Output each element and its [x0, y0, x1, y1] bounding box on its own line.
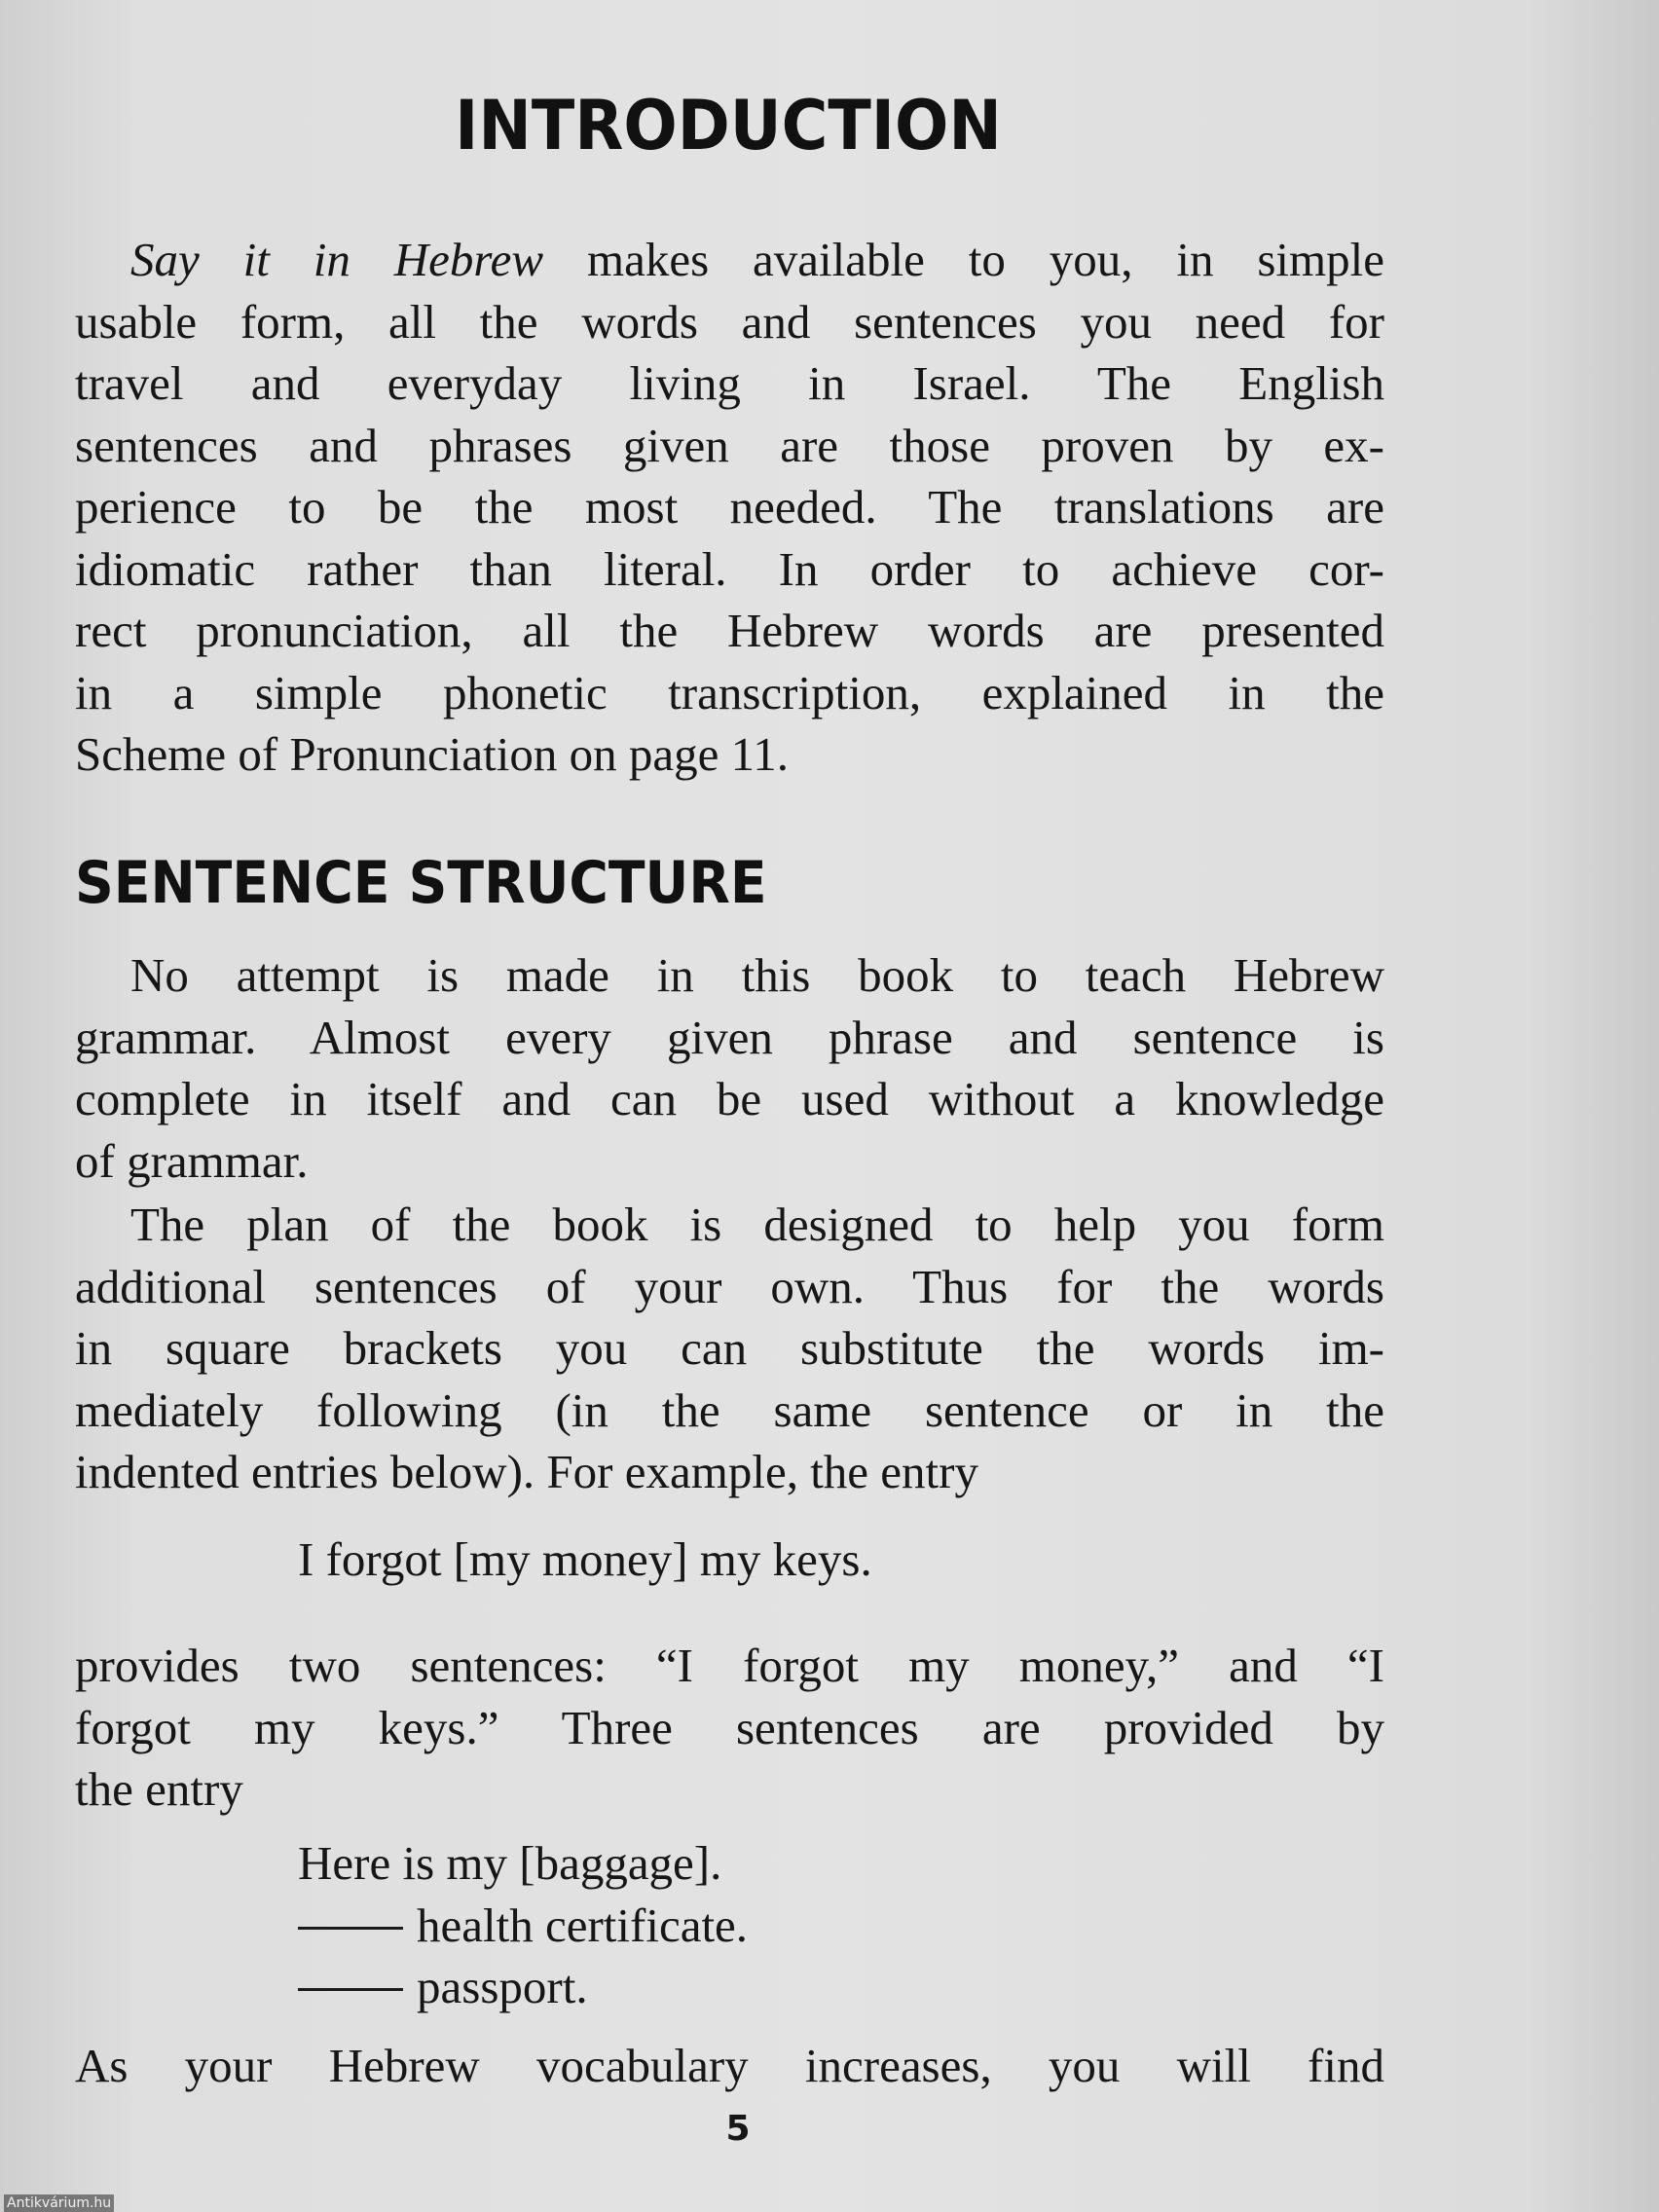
- paragraph-line: additional sentences of your own. Thus for the words: [75, 1259, 1384, 1313]
- paragraph-line: provides two sentences: “I forgot my money,” and “I: [75, 1639, 1384, 1692]
- paragraph-line: usable form, all the words and sentences you need for: [75, 294, 1384, 349]
- paragraph-line: complete in itself and can be used without a knowledge: [75, 1072, 1384, 1125]
- paragraph-line: idiomatic rather than literal. In order to achieve cor-: [75, 541, 1384, 596]
- paragraph-line: of grammar.: [75, 1133, 309, 1188]
- paragraph-line: in square brackets you can substitute the words im-: [75, 1321, 1384, 1375]
- paragraph-line: [75, 229, 1384, 291]
- paragraph-line: No attempt is made in this book to teach Hebrew: [130, 948, 1384, 1002]
- plan-paragraph: [75, 1194, 1384, 1503]
- paragraph-line: grammar. Almost every given phrase and sentence is: [75, 1010, 1384, 1064]
- example-line: [298, 1956, 748, 2018]
- paragraph-line: in a simple phonetic transcription, explained in the: [75, 665, 1384, 719]
- closing-paragraph: [75, 2035, 1384, 2097]
- em-dash-rule: [298, 1988, 403, 1991]
- paragraph-line: As your Hebrew vocabulary increases, you will find: [75, 2039, 1384, 2092]
- watermark: Antikvárium.hu: [4, 2194, 114, 2212]
- page-title: INTRODUCTION: [455, 86, 1002, 166]
- paragraph-line: perience to be the most needed. The translations are: [75, 480, 1384, 534]
- page-number: 5: [725, 2109, 751, 2149]
- example-line: Here is my [baggage].: [298, 1836, 722, 1890]
- example-line-text: health certificate.: [417, 1898, 749, 1952]
- paragraph-line: the entry: [75, 1762, 243, 1816]
- paragraph-line: The plan of the book is designed to help you form: [130, 1198, 1384, 1251]
- paragraph-line: rect pronunciation, all the Hebrew words are presented: [75, 604, 1384, 657]
- section-heading: SENTENCE STRUCTURE: [75, 849, 767, 917]
- paragraph-line: mediately following (in the same sentence or in the: [75, 1382, 1384, 1437]
- paragraph-line: indented entries below). For example, the entry: [75, 1445, 978, 1498]
- grammar-paragraph: [75, 944, 1384, 1192]
- example-line: I forgot [my money] my keys.: [298, 1532, 872, 1586]
- paragraph-line: forgot my keys.” Three sentences are provided by: [75, 1700, 1384, 1754]
- paragraph-line: sentences and phrases given are those proven by ex-: [75, 418, 1384, 472]
- intro-paragraph: [75, 229, 1384, 786]
- paragraph-line: Scheme of Pronunciation on page 11.: [75, 727, 790, 781]
- example-entry-multi: [298, 1832, 748, 2018]
- book-title-italic: Say it in Hebrew: [130, 233, 544, 286]
- explanation-paragraph: [75, 1635, 1384, 1821]
- example-line: [298, 1895, 748, 1957]
- example-line-text: passport.: [417, 1960, 588, 2013]
- example-entry: [298, 1529, 872, 1591]
- line-text: makes available to you, in simple: [586, 233, 1385, 286]
- paragraph-line: travel and everyday living in Israel. The English: [75, 356, 1384, 410]
- em-dash-rule: [298, 1927, 403, 1930]
